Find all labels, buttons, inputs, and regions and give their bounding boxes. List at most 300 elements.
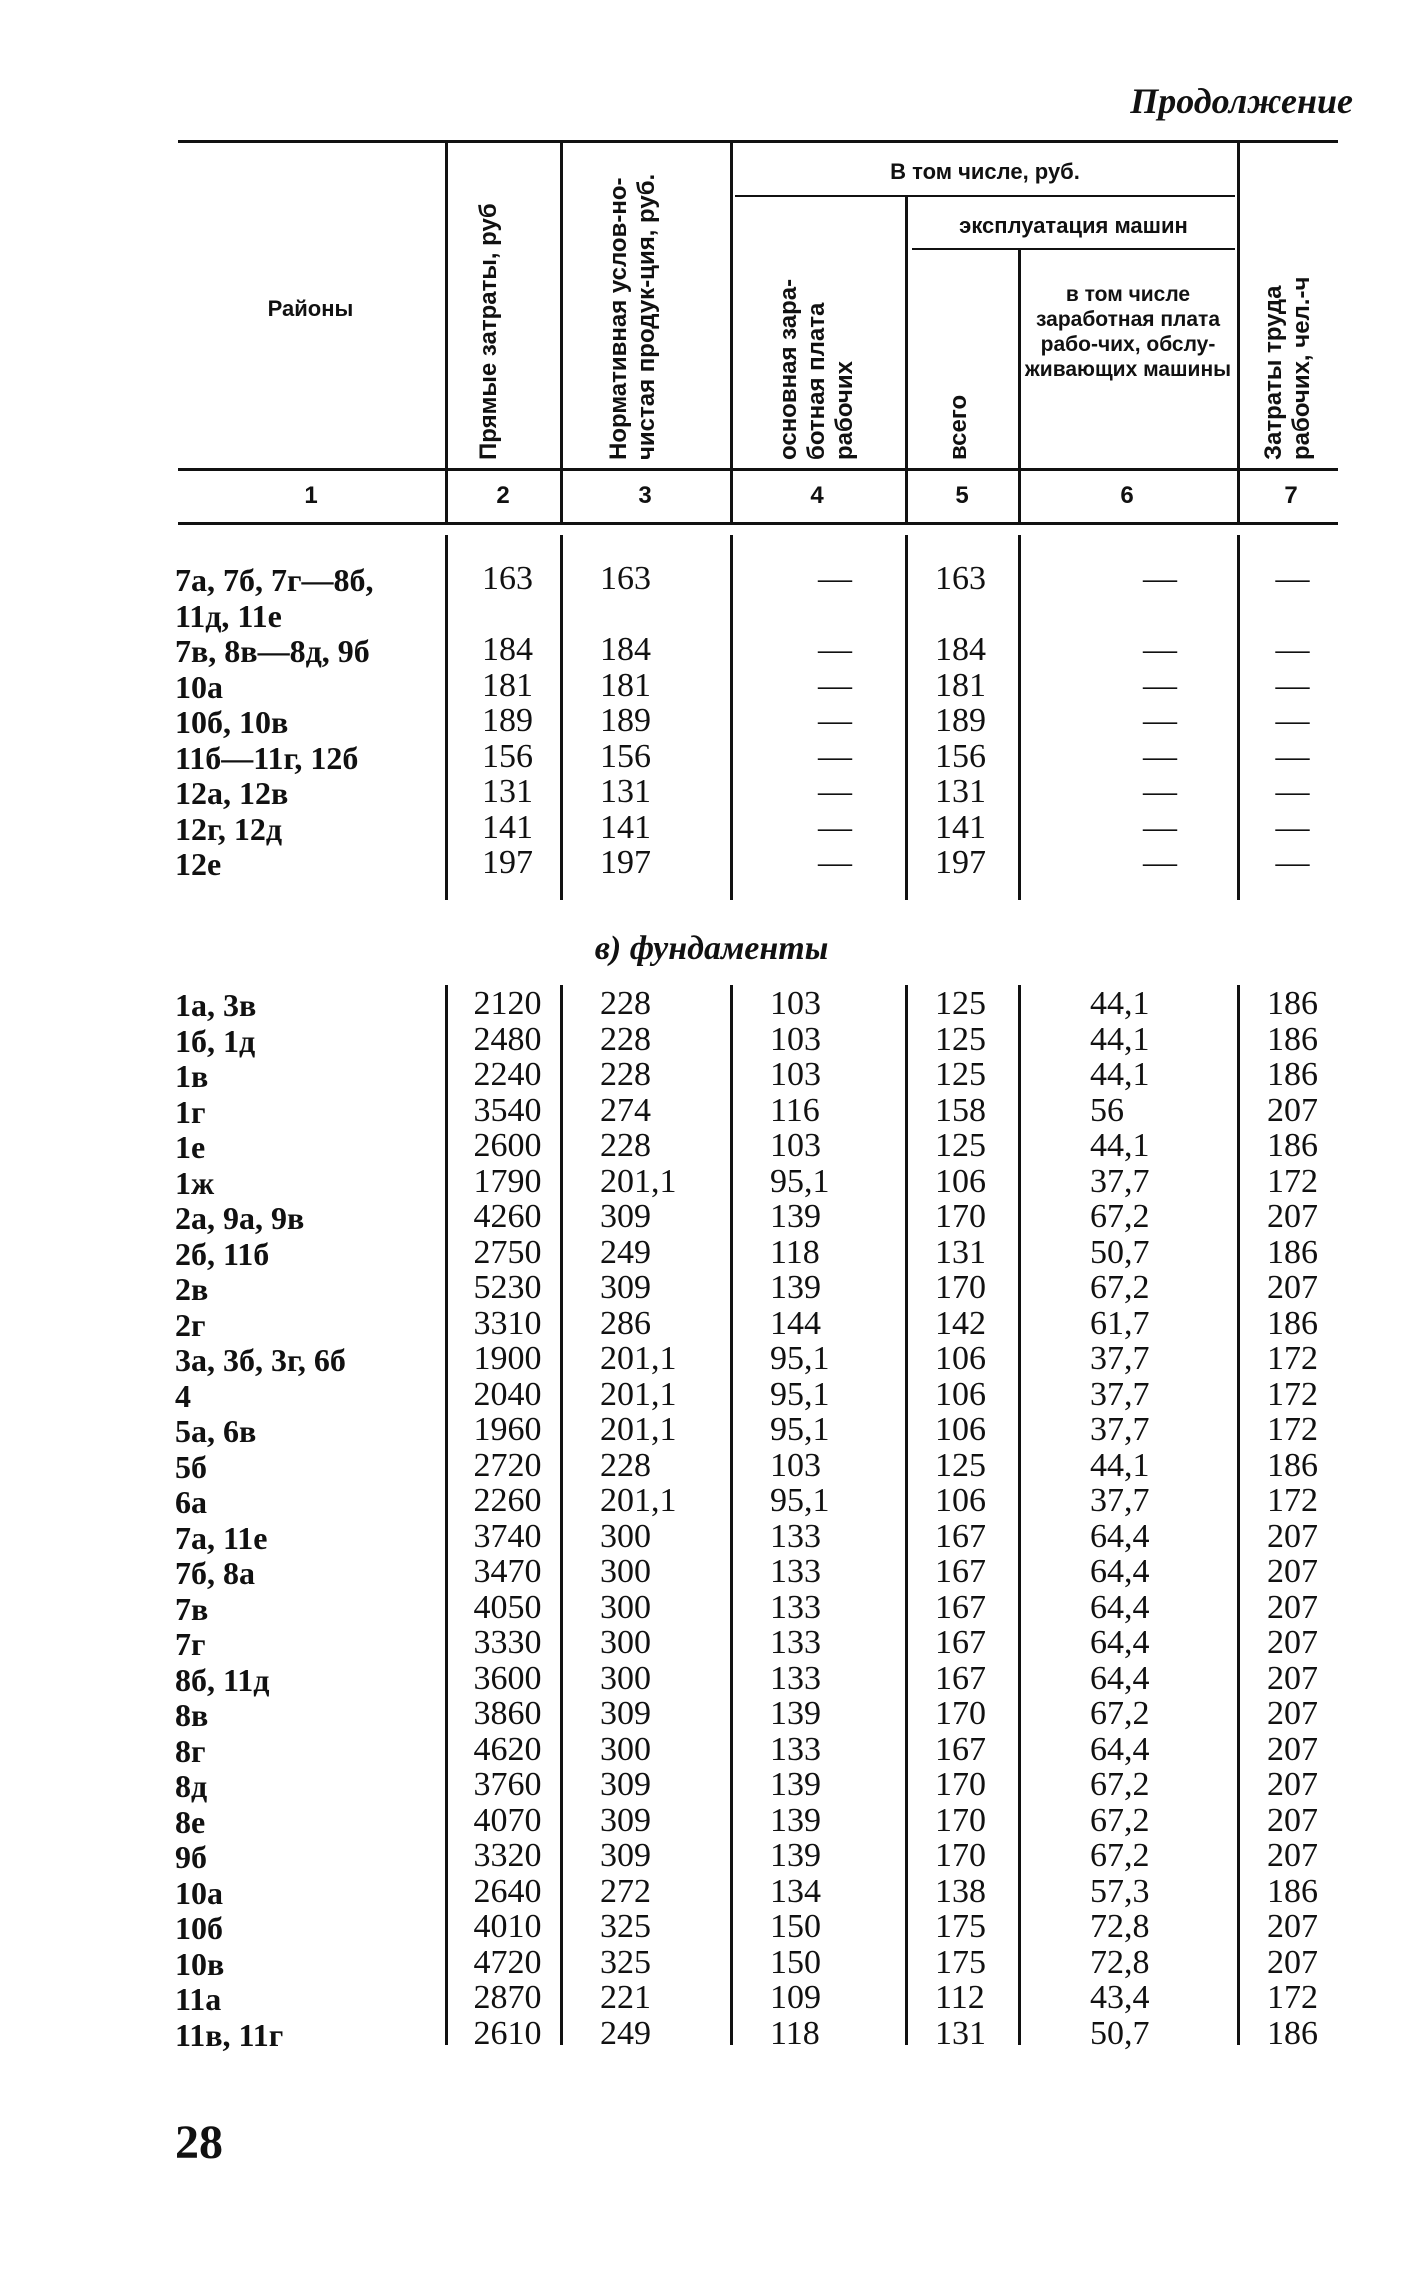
header-sep-2	[560, 140, 563, 523]
table-cell: —	[1275, 844, 1310, 881]
table-cell: 64,4	[1090, 1659, 1150, 1697]
colnum-4: 4	[810, 482, 824, 509]
table-cell: 2120	[473, 985, 542, 1022]
table-cell: 309	[600, 1801, 651, 1839]
table-cell: 3470	[473, 1553, 542, 1590]
table-cell: 163	[600, 560, 651, 597]
body-sep-b-4	[905, 985, 908, 2045]
table-cell: 170	[935, 1269, 986, 1306]
body-sep-a-4	[905, 535, 908, 900]
table-cell: 125	[935, 1020, 986, 1058]
table-cell: 125	[935, 1127, 986, 1164]
table-cell: —	[1143, 631, 1177, 668]
table-cell: 131	[935, 773, 986, 810]
table-cell: 300	[600, 1553, 651, 1590]
table-cell: 67,2	[1090, 1269, 1150, 1306]
table-cell: 170	[935, 1198, 986, 1235]
row-region-label: 2а, 9а, 9в	[175, 1200, 305, 1236]
body-sep-a-6	[1237, 535, 1240, 900]
header-col7: Затраты труда рабочих, чел.-ч	[1260, 276, 1315, 460]
table-cell: 167	[935, 1624, 986, 1661]
body-sep-b-3	[730, 985, 733, 2045]
table-cell: 186	[1267, 1127, 1318, 1164]
table-cell: 57,3	[1090, 1872, 1150, 1910]
table-cell: 167	[935, 1588, 986, 1626]
table-cell: 172	[1267, 1979, 1318, 2016]
table-cell: 5230	[473, 1269, 542, 1306]
table-cell: 67,2	[1090, 1198, 1150, 1235]
row-region-label: 12а, 12в	[175, 775, 289, 811]
row-region-label: 1е	[175, 1129, 206, 1165]
table-cell: 44,1	[1090, 1127, 1150, 1164]
table-cell: 144	[770, 1304, 821, 1342]
table-cell: —	[818, 773, 852, 810]
table-cell: —	[1275, 702, 1310, 739]
table-cell: 201,1	[600, 1340, 677, 1377]
table-cell: 170	[935, 1766, 986, 1803]
table-cell: 181	[600, 666, 651, 704]
row-region-label: 10б, 10в	[175, 704, 289, 740]
table-cell: 186	[1267, 2014, 1318, 2052]
table-cell: 228	[600, 1056, 651, 1093]
table-cell: 133	[770, 1588, 821, 1626]
table-cell: 249	[600, 2014, 651, 2052]
table-cell: —	[818, 560, 852, 597]
table-cell: 4050	[473, 1588, 542, 1626]
table-cell: 300	[600, 1730, 651, 1768]
table-cell: 64,4	[1090, 1553, 1150, 1590]
table-cell: 207	[1267, 1588, 1318, 1626]
table-cell: 197	[600, 844, 651, 881]
table-cell: 228	[600, 985, 651, 1022]
table-cell: 189	[600, 702, 651, 739]
table-cell: 197	[482, 844, 533, 881]
table-cell: 156	[482, 737, 533, 775]
table-cell: 309	[600, 1837, 651, 1874]
table-cell: 103	[770, 1056, 821, 1093]
table-cell: 207	[1267, 1730, 1318, 1768]
table-cell: 221	[600, 1979, 651, 2016]
table-cell: 181	[935, 666, 986, 704]
table-cell: 167	[935, 1517, 986, 1555]
table-cell: —	[1143, 773, 1177, 810]
table-cell: 95,1	[770, 1340, 830, 1377]
table-cell: 163	[935, 560, 986, 597]
table-cell: 2600	[473, 1127, 542, 1164]
table-cell: 2240	[473, 1056, 542, 1093]
table-cell: —	[818, 808, 852, 846]
table-cell: 207	[1267, 1269, 1318, 1306]
table-cell: 44,1	[1090, 1020, 1150, 1058]
table-cell: 141	[600, 808, 651, 846]
table-cell: 207	[1267, 1837, 1318, 1874]
row-region-label-cont: 11д, 11е	[175, 597, 282, 634]
table-cell: 67,2	[1090, 1801, 1150, 1839]
row-region-label: 7б, 8а	[175, 1555, 255, 1591]
row-region-label: 1а, 3в	[175, 987, 257, 1023]
table-cell: 95,1	[770, 1482, 830, 1519]
table-cell: 125	[935, 1446, 986, 1484]
table-cell: 118	[770, 1233, 820, 1271]
table-cell: 207	[1267, 1801, 1318, 1839]
table-cell: 131	[482, 773, 533, 810]
row-region-label: 5б	[175, 1448, 207, 1485]
table-cell: 131	[935, 1233, 986, 1271]
row-region-label: 10а	[175, 668, 223, 705]
table-cell: 300	[600, 1517, 651, 1555]
table-cell: 2640	[473, 1872, 542, 1910]
header-regions: Районы	[267, 296, 354, 321]
table-cell: 163	[482, 560, 533, 597]
table-cell: 139	[770, 1269, 821, 1306]
table-cell: 116	[770, 1091, 820, 1129]
table-cell: 150	[770, 1908, 821, 1945]
table-cell: 184	[935, 631, 986, 668]
group-rule	[735, 195, 1235, 197]
table-cell: 207	[1267, 1517, 1318, 1555]
table-cell: 67,2	[1090, 1766, 1150, 1803]
row-region-label: 8г	[175, 1732, 206, 1769]
table-cell: 167	[935, 1659, 986, 1697]
table-cell: 228	[600, 1446, 651, 1484]
table-cell: 3320	[473, 1837, 542, 1874]
header-col2: Прямые затраты, руб	[475, 203, 502, 460]
table-cell: 64,4	[1090, 1517, 1150, 1555]
table-cell: 201,1	[600, 1411, 677, 1448]
table-cell: 133	[770, 1517, 821, 1555]
table-cell: 4620	[473, 1730, 542, 1768]
row-region-label: 12г, 12д	[175, 810, 283, 847]
row-region-label: 1в	[175, 1058, 209, 1094]
row-region-label: 12е	[175, 846, 222, 882]
table-cell: 309	[600, 1198, 651, 1235]
table-cell: 3310	[473, 1304, 542, 1342]
table-cell: 50,7	[1090, 1233, 1150, 1271]
table-cell: 133	[770, 1624, 821, 1661]
row-region-label: 9б	[175, 1839, 207, 1875]
table-cell: 131	[600, 773, 651, 810]
table-cell: 274	[600, 1091, 651, 1129]
table-cell: 103	[770, 1127, 821, 1164]
row-region-label: 8в	[175, 1697, 209, 1733]
header-sep-3	[730, 140, 733, 523]
table-cell: 112	[935, 1979, 985, 2016]
table-cell: 228	[600, 1020, 651, 1058]
table-cell: 186	[1267, 1020, 1318, 1058]
table-cell: 2260	[473, 1482, 542, 1519]
row-region-label: 8б, 11д	[175, 1661, 270, 1698]
header-col6: в том числе заработная плата рабо-чих, обслу-живающих машины	[1024, 283, 1232, 381]
table-cell: 139	[770, 1766, 821, 1803]
table-cell: 95,1	[770, 1411, 830, 1448]
table-cell: —	[1143, 702, 1177, 739]
table-cell: 106	[935, 1162, 986, 1200]
body-sep-a-1	[445, 535, 448, 900]
row-region-label: 8е	[175, 1803, 206, 1840]
table-cell: —	[1275, 808, 1310, 846]
row-region-label: 1г	[175, 1093, 206, 1130]
table-cell: 2040	[473, 1375, 542, 1413]
table-cell: 133	[770, 1659, 821, 1697]
table-cell: 1960	[473, 1411, 542, 1448]
row-region-label: 2б, 11б	[175, 1235, 270, 1272]
table-cell: 142	[935, 1304, 986, 1342]
row-region-label: 1ж	[175, 1164, 215, 1201]
colnum-7: 7	[1284, 482, 1298, 509]
table-cell: 150	[770, 1943, 821, 1981]
table-cell: 207	[1267, 1766, 1318, 1803]
colnum-1: 1	[304, 482, 318, 509]
table-cell: 3760	[473, 1766, 542, 1803]
table-cell: 44,1	[1090, 1056, 1150, 1093]
table-cell: —	[818, 666, 852, 704]
table-cell: 3540	[473, 1091, 542, 1129]
colnum-6: 6	[1120, 482, 1134, 509]
row-region-label: 2г	[175, 1306, 206, 1343]
header-col4: основная зара-ботная плата рабочих	[775, 278, 858, 460]
table-cell: 131	[935, 2014, 986, 2052]
table-cell: 61,7	[1090, 1304, 1150, 1342]
header-group: В том числе, руб.	[890, 159, 1080, 184]
table-cell: 207	[1267, 1198, 1318, 1235]
table-cell: —	[1275, 666, 1310, 704]
table-cell: 158	[935, 1091, 986, 1129]
table-cell: 37,7	[1090, 1411, 1150, 1448]
table-cell: 167	[935, 1553, 986, 1590]
table-cell: 3860	[473, 1695, 542, 1732]
table-cell: 4260	[473, 1198, 542, 1235]
machines-rule	[912, 248, 1235, 250]
table-cell: 3600	[473, 1659, 542, 1697]
header-col5: всего	[945, 394, 972, 460]
table-cell: 189	[482, 702, 533, 739]
table-cell: 186	[1267, 1446, 1318, 1484]
table-cell: —	[1275, 631, 1310, 668]
table-cell: —	[1143, 737, 1177, 775]
table-cell: —	[1143, 560, 1177, 597]
table-cell: 197	[935, 844, 986, 881]
table-cell: —	[1143, 844, 1177, 881]
table-cell: 1790	[473, 1162, 542, 1200]
section-title: в) фундаменты	[594, 930, 829, 967]
table-cell: 300	[600, 1624, 651, 1661]
table-cell: 172	[1267, 1340, 1318, 1377]
table-cell: —	[1143, 666, 1177, 704]
table-cell: 37,7	[1090, 1482, 1150, 1519]
row-region-label: 1б, 1д	[175, 1022, 256, 1059]
header-sep-1	[445, 140, 448, 523]
table-cell: 186	[1267, 1304, 1318, 1342]
body-sep-b-6	[1237, 985, 1240, 2045]
row-region-label: 10а	[175, 1874, 223, 1911]
table-cell: —	[818, 737, 852, 775]
table-cell: —	[1275, 560, 1310, 597]
table-cell: 2870	[473, 1979, 542, 2016]
table-cell: 175	[935, 1908, 986, 1945]
table-cell: 133	[770, 1730, 821, 1768]
table-cell: 2750	[473, 1233, 542, 1271]
table-cell: 106	[935, 1375, 986, 1413]
header-sep-5	[1018, 250, 1021, 523]
table-cell: 4720	[473, 1943, 542, 1981]
table-cell: 201,1	[600, 1162, 677, 1200]
table-cell: 207	[1267, 1908, 1318, 1945]
table-cell: 4070	[473, 1801, 542, 1839]
table-cell: 37,7	[1090, 1340, 1150, 1377]
table-cell: 207	[1267, 1624, 1318, 1661]
table-cell: 309	[600, 1695, 651, 1732]
table-cell: 184	[482, 631, 533, 668]
header-sep-6	[1237, 140, 1240, 523]
row-region-label: 11б—11г, 12б	[175, 739, 359, 776]
table-cell: 139	[770, 1801, 821, 1839]
table-cell: 3330	[473, 1624, 542, 1661]
table-cell: 106	[935, 1482, 986, 1519]
table-cell: 37,7	[1090, 1375, 1150, 1413]
table-cell: 2480	[473, 1020, 542, 1058]
table-cell: 170	[935, 1837, 986, 1874]
header-col3: Нормативная услов-но-чистая продук-ция, руб.	[605, 173, 660, 460]
table-cell: 201,1	[600, 1482, 677, 1519]
table-cell: 156	[600, 737, 651, 775]
table-cell: —	[818, 702, 852, 739]
table-cell: 64,4	[1090, 1624, 1150, 1661]
table-cell: 228	[600, 1127, 651, 1164]
row-region-label: 3а, 3б, 3г, 6б	[175, 1342, 346, 1378]
table-cell: 67,2	[1090, 1837, 1150, 1874]
table-cell: 106	[935, 1411, 986, 1448]
continuation-label: Продолжение	[1130, 81, 1353, 121]
table-cell: 300	[600, 1659, 651, 1697]
colnum-3: 3	[638, 482, 652, 509]
table-cell: 106	[935, 1340, 986, 1377]
table-cell: 207	[1267, 1943, 1318, 1981]
table-cell: 44,1	[1090, 1446, 1150, 1484]
table-cell: 189	[935, 702, 986, 739]
table-cell: 309	[600, 1269, 651, 1306]
table-cell: 175	[935, 1943, 986, 1981]
table-cell: —	[1143, 808, 1177, 846]
table-cell: 133	[770, 1553, 821, 1590]
table-cell: 172	[1267, 1482, 1318, 1519]
colnum-2: 2	[496, 482, 510, 509]
row-region-label: 11а	[175, 1981, 222, 2017]
table-cell: 325	[600, 1943, 651, 1981]
row-region-label: 8д	[175, 1768, 208, 1804]
table-cell: 50,7	[1090, 2014, 1150, 2052]
table-cell: 125	[935, 985, 986, 1022]
table-cell: 186	[1267, 985, 1318, 1022]
body-sep-a-2	[560, 535, 563, 900]
row-region-label: 7в	[175, 1590, 209, 1627]
table-cell: 141	[482, 808, 533, 846]
table-cell: —	[1275, 773, 1310, 810]
table-cell: 207	[1267, 1091, 1318, 1129]
table-cell: 309	[600, 1766, 651, 1803]
body-sep-a-5	[1018, 535, 1021, 900]
row-region-label: 7г	[175, 1626, 206, 1662]
table-cell: —	[818, 631, 852, 668]
table-cell: 139	[770, 1695, 821, 1732]
table-cell: 72,8	[1090, 1908, 1150, 1945]
table-cell: 4010	[473, 1908, 542, 1945]
table-cell: 249	[600, 1233, 651, 1271]
table-cell: 95,1	[770, 1375, 830, 1413]
row-region-label: 7а, 11е	[175, 1519, 268, 1556]
table-cell: 3740	[473, 1517, 542, 1555]
table-cell: 207	[1267, 1695, 1318, 1732]
body-sep-b-2	[560, 985, 563, 2045]
table-cell: 125	[935, 1056, 986, 1093]
body-sep-b-5	[1018, 985, 1021, 2045]
table-cell: 186	[1267, 1233, 1318, 1271]
header-top-rule	[178, 140, 1338, 143]
row-region-label: 5а, 6в	[175, 1413, 257, 1449]
table-cell: 1900	[473, 1340, 542, 1377]
table-cell: —	[818, 844, 852, 881]
row-region-label: 10б	[175, 1910, 223, 1946]
header-bottom-rule	[178, 468, 1338, 471]
page-number: 28	[175, 2116, 223, 2169]
table-cell: 186	[1267, 1056, 1318, 1093]
table-cell: 201,1	[600, 1375, 677, 1413]
table-cell: 170	[935, 1695, 986, 1732]
table-cell: 109	[770, 1979, 821, 2016]
table-cell: 95,1	[770, 1162, 830, 1200]
table-cell: 64,4	[1090, 1730, 1150, 1768]
table-cell: 181	[482, 666, 533, 704]
table-cell: 103	[770, 1446, 821, 1484]
table-cell: 186	[1267, 1872, 1318, 1910]
table-cell: 43,4	[1090, 1979, 1150, 2016]
table-cell: 325	[600, 1908, 651, 1945]
table-cell: 207	[1267, 1553, 1318, 1590]
row-region-label: 10в	[175, 1945, 225, 1982]
row-region-label: 4	[175, 1377, 191, 1414]
table-cell: 103	[770, 985, 821, 1022]
row-region-label: 6а	[175, 1484, 207, 1520]
colnum-bottom-rule	[178, 522, 1338, 525]
table-cell: 139	[770, 1198, 821, 1235]
colnum-5: 5	[955, 482, 969, 509]
table-cell: 286	[600, 1304, 651, 1342]
table-cell: 67,2	[1090, 1695, 1150, 1732]
table-cell: 134	[770, 1872, 821, 1910]
table-cell: 118	[770, 2014, 820, 2052]
row-region-label: 7а, 7б, 7г—8б,	[175, 562, 374, 598]
table-cell: 172	[1267, 1411, 1318, 1448]
table-cell: 139	[770, 1837, 821, 1874]
table-cell: 272	[600, 1872, 651, 1910]
table-cell: 64,4	[1090, 1588, 1150, 1626]
body-sep-b-1	[445, 985, 448, 2045]
table-cell: 2610	[473, 2014, 542, 2052]
table-cell: 172	[1267, 1375, 1318, 1413]
table-cell: 172	[1267, 1162, 1318, 1200]
body-sep-a-3	[730, 535, 733, 900]
table-cell: 2720	[473, 1446, 542, 1484]
table-cell: 138	[935, 1872, 986, 1910]
table-cell: 44,1	[1090, 985, 1150, 1022]
table-cell: 156	[935, 737, 986, 775]
row-region-label: 2в	[175, 1271, 209, 1307]
table-cell: 207	[1267, 1659, 1318, 1697]
row-region-label: 7в, 8в—8д, 9б	[175, 633, 370, 669]
table-cell: 141	[935, 808, 986, 846]
table-cell: —	[1275, 737, 1310, 775]
table-cell: 37,7	[1090, 1162, 1150, 1200]
table-cell: 103	[770, 1020, 821, 1058]
